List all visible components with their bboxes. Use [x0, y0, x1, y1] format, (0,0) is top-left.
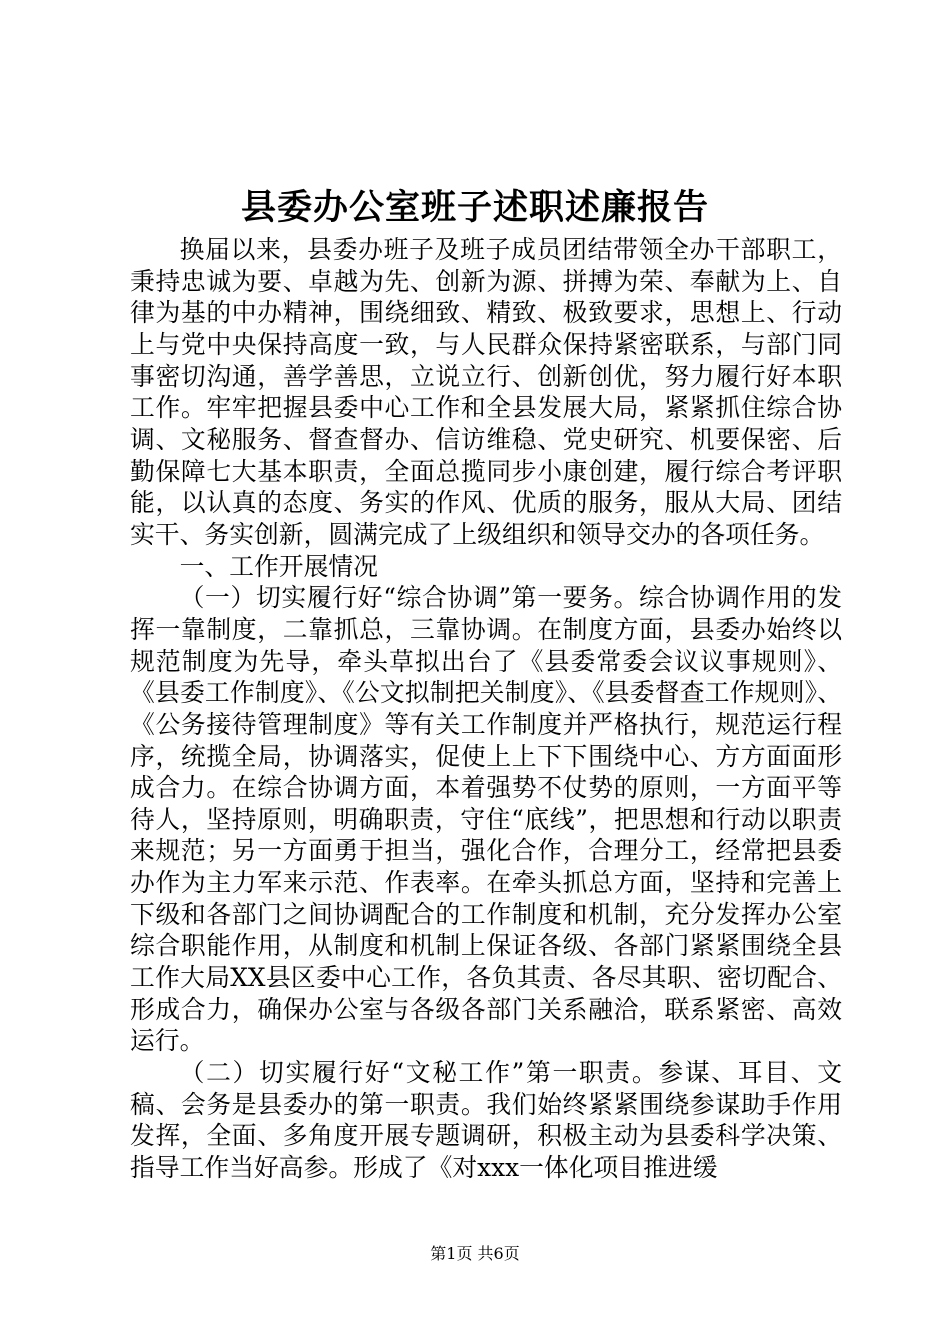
- document-body: [130, 234, 842, 1184]
- paragraph-secretarial: （二）切实履行好“文秘工作”第一职责。参谋、耳目、文稿、会务是县委办的第一职责。我们始终紧紧围绕参谋助手作用发挥，全面、多角度开展专题调研，积极主动为县委科学决策、指导工作当好高参。形成了《对xxx一体化项目推进缓: [130, 1058, 842, 1183]
- document-title: 县委办公室班子述职述廉报告: [240, 187, 709, 228]
- page-footer: 第1页 共6页: [430, 1244, 520, 1263]
- section-heading-work-status: 一、工作开展情况: [179, 551, 378, 581]
- paragraph-coordination: （一）切实履行好“综合协调”第一要务。综合协调作用的发挥一靠制度，二靠抓总，三靠协调。在制度方面，县委办始终以规范制度为先导，牵头草拟出台了《县委常委会议议事规则》、《县委工作制度》、《公文拟制把关制度》、《县委督查工作规则》、《公务接待管理制度》等有关工作制度并严格执行，规范运行程序，统揽全局，协调落实，促使上上下下围绕中心、方方面面形成合力。在综合协调方面，本着强势不仗势的原则，一方面平等待人，坚持原则，明确职责，守住“底线”，把思想和行动以职责来规范；另一方面勇于担当，强化合作，合理分工，经常把县委办作为主力军来示范、作表率。在牵头抓总方面，坚持和完善上下级和各部门之间协调配合的工作制度和机制，充分发挥办公室综合职能作用，从制度和机制上保证各级、各部门紧紧围绕全县工作大局XX县区委中心工作，各负其责、各尽其职、密切配合、形成合力，确保办公室与各级各部门关系融洽，联系紧密、高效运行。: [130, 583, 842, 1056]
- paragraph-intro: 换届以来，县委办班子及班子成员团结带领全办干部职工，秉持忠诚为要、卓越为先、创新为源、拼搏为荣、奉献为上、自律为基的中办精神，围绕细致、精致、极致要求，思想上、行动上与党中央保持高度一致，与人民群众保持紧密联系，与部门同事密切沟通，善学善思，立说立行、创新创优，努力履行好本职工作。牢牢把握县委中心工作和全县发展大局，紧紧抓住综合协调、文秘服务、督查督办、信访维稳、党史研究、机要保密、后勤保障七大基本职责，全面总揽同步小康创建，履行综合考评职能，以认真的态度、务实的作风、优质的服务，服从大局、团结实干、务实创新，圆满完成了上级组织和领导交办的各项任务。: [130, 235, 842, 549]
